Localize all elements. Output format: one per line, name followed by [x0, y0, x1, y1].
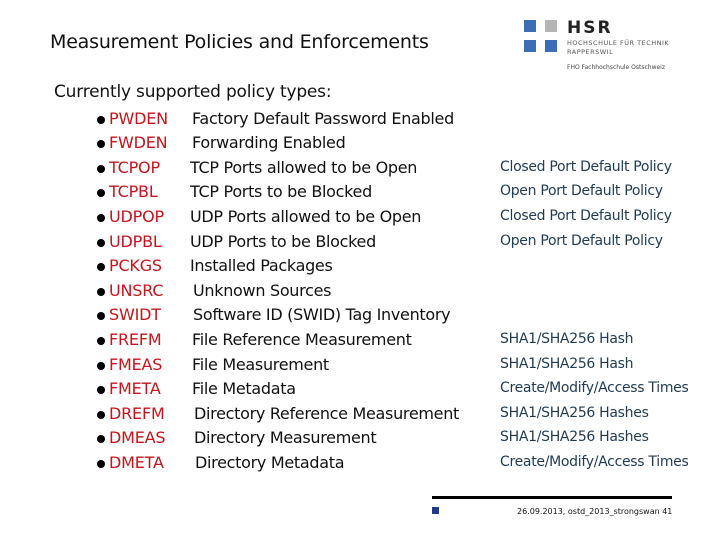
list-item — [0, 182, 720, 204]
bullet-icon — [97, 165, 105, 173]
policy-code: TCPBL — [109, 182, 158, 201]
policy-code: DMETA — [109, 453, 164, 472]
policy-code: FWDEN — [109, 133, 168, 152]
bullet-icon — [97, 116, 105, 124]
bullet-icon — [97, 214, 105, 222]
bullet-icon — [97, 239, 105, 247]
policy-code: TCPOP — [109, 158, 160, 177]
policy-code: SWIDT — [109, 305, 161, 324]
policy-description: Installed Packages — [190, 256, 333, 275]
policy-note: Closed Port Default Policy — [500, 208, 672, 224]
policy-code: UNSRC — [109, 281, 164, 300]
policy-code: DMEAS — [109, 428, 166, 447]
bullet-icon — [97, 263, 105, 271]
policy-description: Directory Metadata — [195, 453, 345, 472]
policy-note: SHA1/SHA256 Hashes — [500, 429, 649, 445]
footer-divider — [432, 496, 672, 499]
policy-description: Software ID (SWID) Tag Inventory — [193, 305, 451, 324]
hsr-logo — [524, 18, 714, 76]
list-item — [0, 133, 720, 155]
bullet-icon — [97, 460, 105, 468]
policy-code: UDPBL — [109, 232, 162, 251]
policy-code: UDPOP — [109, 207, 164, 226]
list-item — [0, 207, 720, 229]
policy-description: File Metadata — [192, 379, 296, 398]
policy-description: UDP Ports to be Blocked — [190, 232, 376, 251]
policy-description: UDP Ports allowed to be Open — [190, 207, 422, 226]
policy-description: Forwarding Enabled — [192, 133, 346, 152]
list-item — [0, 158, 720, 180]
list-item — [0, 355, 720, 377]
footer-text: 26.09.2013, ostd_2013_strongswan 41 — [517, 507, 673, 516]
policy-code: PCKGS — [109, 256, 162, 275]
bullet-icon — [97, 337, 105, 345]
policy-note: Open Port Default Policy — [500, 233, 663, 249]
policy-code: PWDEN — [109, 109, 168, 128]
list-item — [0, 404, 720, 426]
logo-square-icon — [524, 40, 536, 52]
policy-description: File Reference Measurement — [192, 330, 412, 349]
policy-code: FMEAS — [109, 355, 163, 374]
policy-description: Directory Measurement — [194, 428, 377, 447]
bullet-icon — [97, 411, 105, 419]
logo-square-icon — [524, 20, 536, 32]
policy-note: SHA1/SHA256 Hash — [500, 356, 634, 372]
bullet-icon — [97, 362, 105, 370]
policy-description: TCP Ports allowed to be Open — [190, 158, 418, 177]
logo-square-icon — [545, 20, 557, 32]
bullet-icon — [97, 312, 105, 320]
policy-description: TCP Ports to be Blocked — [190, 182, 372, 201]
policy-code: FMETA — [109, 379, 161, 398]
list-item — [0, 281, 720, 303]
policy-description: File Measurement — [192, 355, 329, 374]
bullet-icon — [97, 288, 105, 296]
list-item — [0, 379, 720, 401]
policy-note: SHA1/SHA256 Hashes — [500, 405, 649, 421]
subtitle: Currently supported policy types: — [54, 82, 332, 102]
footer-square-icon — [432, 507, 439, 514]
bullet-icon — [97, 140, 105, 148]
bullet-icon — [97, 189, 105, 197]
list-item — [0, 330, 720, 352]
list-item — [0, 256, 720, 278]
list-item — [0, 109, 720, 131]
slide-title: Measurement Policies and Enforcements — [50, 31, 429, 53]
policy-note: Closed Port Default Policy — [500, 159, 672, 175]
list-item — [0, 305, 720, 327]
bullet-icon — [97, 435, 105, 443]
policy-note: SHA1/SHA256 Hash — [500, 331, 634, 347]
logo-line-1: HOCHSCHULE FÜR TECHNIK — [567, 39, 670, 47]
logo-name: HSR — [567, 18, 613, 38]
bullet-icon — [97, 386, 105, 394]
policy-description: Unknown Sources — [193, 281, 332, 300]
logo-line-2: RAPPERSWIL — [567, 48, 614, 56]
policy-note: Create/Modify/Access Times — [500, 454, 689, 470]
policy-code: FREFM — [109, 330, 162, 349]
policy-note: Create/Modify/Access Times — [500, 380, 689, 396]
list-item — [0, 232, 720, 254]
policy-note: Open Port Default Policy — [500, 183, 663, 199]
policy-code: DREFM — [109, 404, 165, 423]
policy-description: Directory Reference Measurement — [194, 404, 460, 423]
list-item — [0, 453, 720, 475]
policy-description: Factory Default Password Enabled — [192, 109, 454, 128]
logo-line-3: FHO Fachhochschule Ostschweiz — [567, 64, 665, 71]
list-item — [0, 428, 720, 450]
logo-square-icon — [545, 40, 557, 52]
